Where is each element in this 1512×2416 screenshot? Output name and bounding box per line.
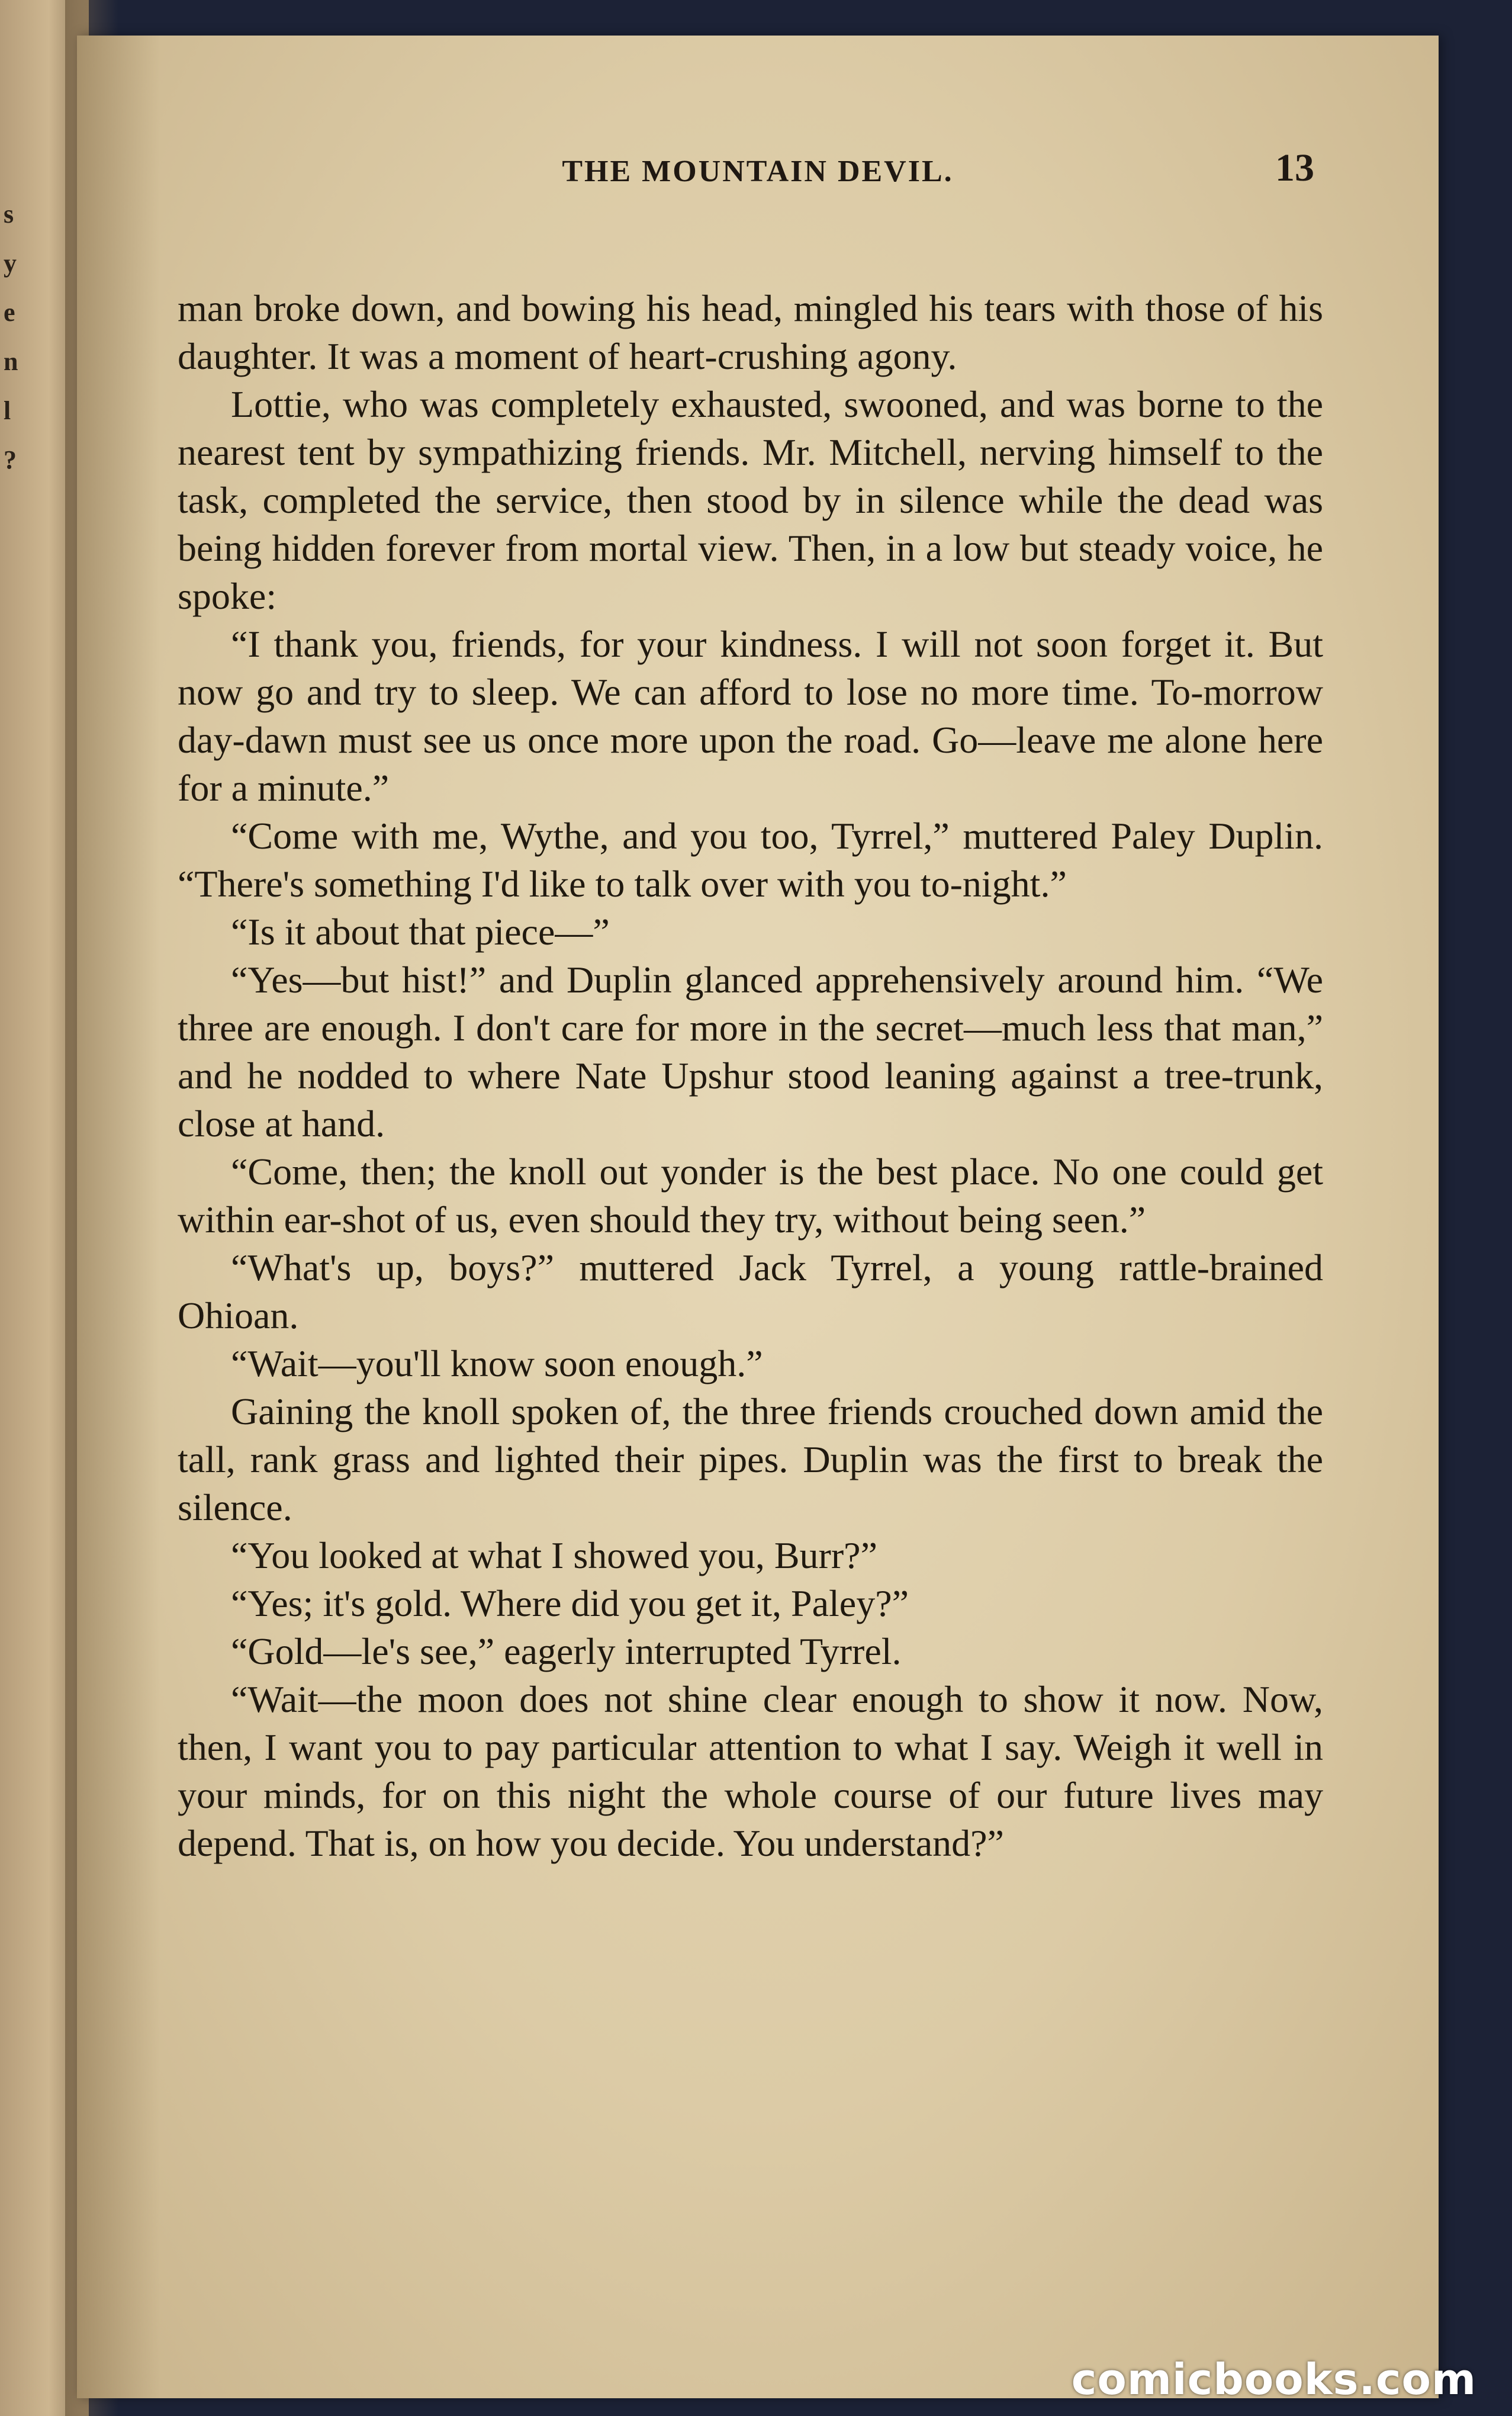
paragraph: “Yes; it's gold. Where did you get it, Paley?” [231,1582,909,1624]
paragraph: “Wait—the moon does not shine clear enough to show it now. Now, then, I want you to pay particular attention to what I say. Weigh it well in your minds, for on this night the whole course of our future lives may depend. That is, on how you decide. You understand?” [178,1678,1323,1864]
running-title: THE MOUNTAIN DEVIL. [562,155,954,188]
paragraph: “Come with me, Wythe, and you too, Tyrrel,” muttered Paley Duplin. “There's something I'd like to talk over with you to-night.” [178,815,1323,905]
paragraph: man broke down, and bowing his head, mingled his tears with those of his daughter. It was a moment of heart-crushing agony. [178,287,1323,377]
facing-letter: y [4,249,17,278]
paragraph: “Gold—le's see,” eagerly interrupted Tyrrel. [231,1630,902,1672]
facing-letter: ? [4,445,17,474]
paragraph: “I thank you, friends, for your kindness. I will not soon forget it. But now go and try to sleep. We can afford to lose no more time. To-morrow day-dawn must see us once more upon the road. Go—leave me alone here for a minute.” [178,623,1323,809]
paragraph: Gaining the knoll spoken of, the three friends crouched down amid the tall, rank grass and lighted their pipes. Duplin was the first to break the silence. [178,1390,1323,1528]
paragraph: “What's up, boys?” muttered Jack Tyrrel, a young rattle-brained Ohioan. [178,1246,1323,1336]
page-header [77,146,1439,207]
paragraph: “Come, then; the knoll out yonder is the best place. No one could get within ear-shot of us, even should they try, without being seen.” [178,1151,1323,1241]
site-watermark: comicbooks.com [1071,2354,1476,2404]
paragraph: “Yes—but hist!” and Duplin glanced apprehensively around him. “We three are enough. I don't care for more in the secret—much less that man,” and he nodded to where Nate Upshur stood leaning against a tree-trunk, close at hand. [178,959,1323,1145]
book-page [77,36,1439,2398]
paragraph: “Is it about that piece—” [231,911,610,953]
facing-letter: e [4,298,15,327]
facing-letter: s [4,200,14,229]
facing-page-letters [4,189,27,484]
page-number: 13 [1275,146,1314,189]
facing-letter: n [4,347,18,376]
facing-letter: l [4,396,11,425]
paragraph: “Wait—you'll know soon enough.” [231,1342,763,1384]
paragraph: “You looked at what I showed you, Burr?” [231,1534,877,1576]
paragraph: Lottie, who was completely exhausted, swooned, and was borne to the nearest tent by sympathizing friends. Mr. Mitchell, nerving himself to the task, completed the service, then stood by in silence while the dead was being hidden forever from mortal view. Then, in a low but steady voice, he spoke: [178,383,1323,617]
body-text [178,284,1323,1867]
